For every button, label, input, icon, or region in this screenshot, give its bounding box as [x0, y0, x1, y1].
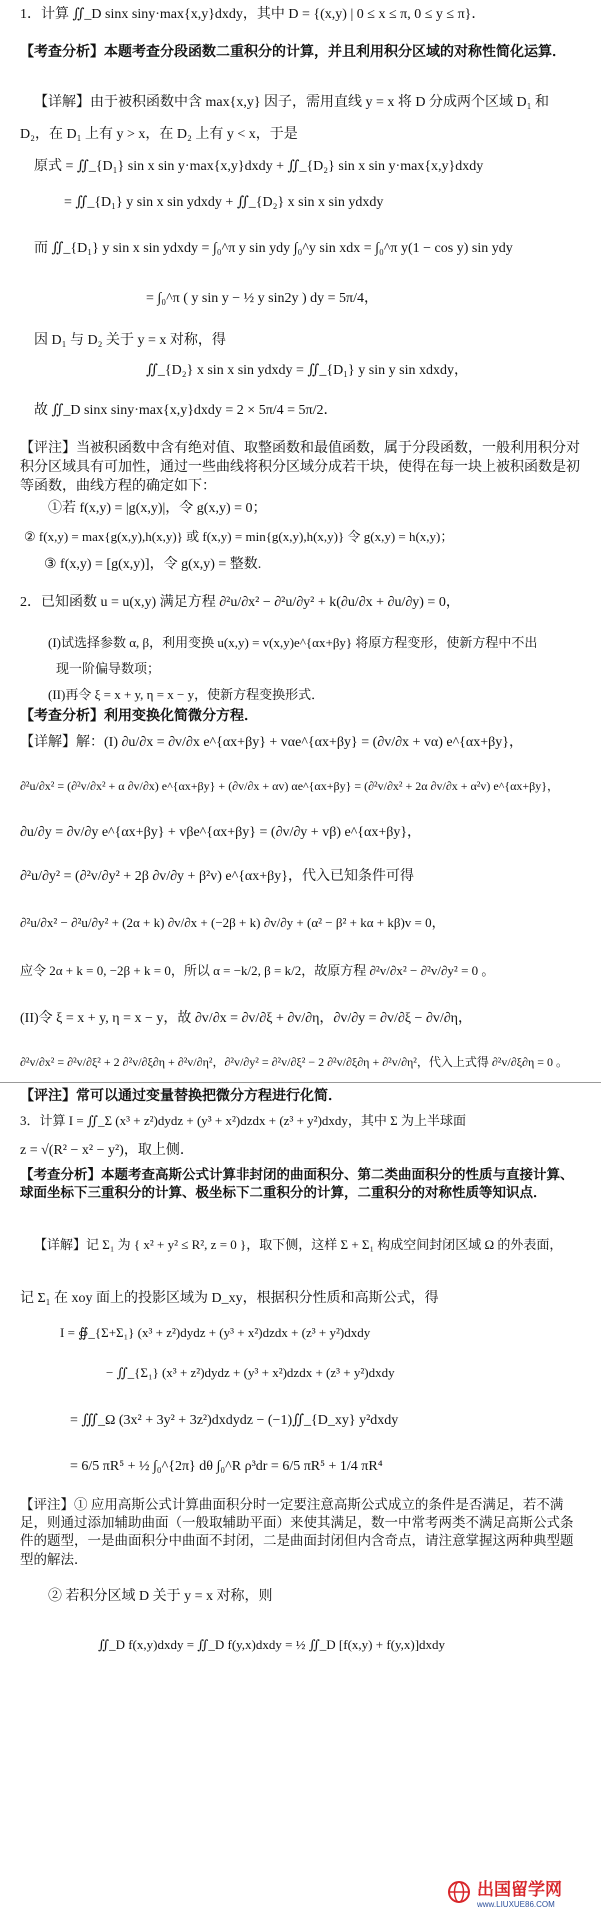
- q1-analysis: 【考查分析】本题考查分段函数二重积分的计算，并且利用积分区域的对称性简化运算．: [20, 45, 566, 60]
- watermark-logo: [447, 1880, 597, 1910]
- q1-case-3: ③ f(x,y) = [g(x,y)]，令 g(x,y) = 整数.: [44, 557, 262, 572]
- q1-eq-4: = ∫₀^π ( y sin y − ½ y sin2y ) dy = 5π/4，: [146, 291, 378, 306]
- q1-detail-2: D₂，在 D₁ 上有 y > x，在 D₂ 上有 y < x，于是: [20, 127, 298, 142]
- q1-eq-5: ∬_{D₂} x sin x sin ydxdy = ∬_{D₁} y sin y sin xdxdy，: [146, 363, 468, 378]
- q3-analysis: 【考查分析】本题考查高斯公式计算非封闭的曲面积分、第二类曲面积分的性质与直接计算、球面坐标下三重积分的计算、极坐标下二重积分的计算，二重积分的对称性质等知识点．: [20, 1167, 574, 1201]
- q2-detail-5: ∂²u/∂x² − ∂²u/∂y² + (2α + k) ∂v/∂x + (−2β + k) ∂v/∂y + (α² − β² + kα + kβ)v = 0，: [20, 915, 445, 930]
- q1-eq-1: 原式 = ∬_{D₁} sin x sin y·max{x,y}dxdy + ∬_{D₂} sin x sin y·max{x,y}dxdy: [34, 159, 484, 174]
- q1-case-1: ①若 f(x,y) = |g(x,y)|，令 g(x,y) = 0；: [48, 501, 267, 516]
- q2-comment: 【评注】常可以通过变量替换把微分方程进行化简．: [20, 1089, 342, 1104]
- q3-comment: 【评注】① 应用高斯公式计算曲面积分时一定要注意高斯公式成立的条件是否满足，若不满足，则通过添加辅助曲面（一般取辅助平面）来使其满足，数一中常考两类不满足高斯公式条件的题型，一是曲面积分中曲面不封闭，二是曲面封闭但内含奇点，请注意掌握这两种典型题型的解法．: [20, 1497, 574, 1567]
- q1-symmetry: 因 D₁ 与 D₂ 关于 y = x 对称，得: [34, 333, 226, 348]
- q2-detail-7: (II)令 ξ = x + y, η = x − y，故 ∂v/∂x = ∂v/∂ξ + ∂v/∂η，∂v/∂y = ∂v/∂ξ − ∂v/∂η，: [20, 1011, 472, 1026]
- q1-comment: 【评注】当被积函数中含有绝对值、取整函数和最值函数，属于分段函数，一般利用积分对积分区域具有可加性，通过一些曲线将积分区域分成若干块，使得在每一块上被积函数是初等函数，曲线方程的确定如下：: [20, 441, 580, 494]
- q3-comment-2: ② 若积分区域 D 关于 y = x 对称，则: [48, 1589, 273, 1604]
- q2-title: 2．已知函数 u = u(x,y) 满足方程 ∂²u/∂x² − ∂²u/∂y² + k(∂u/∂x + ∂u/∂y) = 0，: [20, 595, 460, 610]
- q3-title-a: 3．计算 I = ∬_Σ (x³ + z²)dydz + (y³ + x²)dzdx + (z³ + y²)dxdy，其中 Σ 为上半球面: [20, 1113, 466, 1128]
- q2-detail-2: ∂²u/∂x² = (∂²v/∂x² + α ∂v/∂x) e^{αx+βy} + (∂v/∂x + αv) αe^{αx+βy} = (∂²v/∂x² + 2α ∂v/∂x + α²v) e^{αx+βy}，: [20, 779, 560, 793]
- q2-analysis: 【考查分析】利用变换化简微分方程．: [20, 709, 258, 724]
- q3-comment-eq: ∬_D f(x,y)dxdy = ∬_D f(y,x)dxdy = ½ ∬_D [f(x,y) + f(y,x)]dxdy: [98, 1637, 446, 1652]
- q3-detail-1: 【详解】记 Σ₁ 为 { x² + y² ≤ R², z = 0 }，取下侧，这样 Σ + Σ₁ 构成空间封闭区域 Ω 的外表面，: [34, 1237, 563, 1252]
- q3-eq-1: I = ∯_{Σ+Σ₁} (x³ + z²)dydz + (y³ + x²)dzdx + (z³ + y²)dxdy: [60, 1325, 371, 1340]
- q2-detail-4: ∂²u/∂y² = (∂²v/∂y² + 2β ∂v/∂y + β²v) e^{αx+βy}，代入已知条件可得: [20, 869, 414, 884]
- q2-detail-1: 【详解】解：(I) ∂u/∂x = ∂v/∂x e^{αx+βy} + vαe^{αx+βy} = (∂v/∂x + vα) e^{αx+βy}，: [20, 735, 523, 750]
- q3-title-b: z = √(R² − x² − y²)，取上侧．: [20, 1143, 194, 1158]
- q2-part-2: (II)再令 ξ = x + y, η = x − y，使新方程变换形式．: [48, 687, 325, 702]
- q1-detail-1: 【详解】由于被积函数中含 max{x,y} 因子，需用直线 y = x 将 D 分成两个区域 D₁ 和: [34, 95, 550, 110]
- watermark-text: 出国留学网: [477, 1880, 562, 1899]
- q2-detail-8: ∂²v/∂x² = ∂²v/∂ξ² + 2 ∂²v/∂ξ∂η + ∂²v/∂η²，∂²v/∂y² = ∂²v/∂ξ² − 2 ∂²v/∂ξ∂η + ∂²v/∂η²，代入上式得 ∂²v/∂ξ∂η = 0 。: [20, 1055, 568, 1069]
- q1-eq-2: = ∬_{D₁} y sin x sin ydxdy + ∬_{D₂} x sin x sin ydxdy: [64, 195, 384, 210]
- watermark-url: www.LIUXUE86.COM: [477, 1900, 555, 1909]
- section-divider: [0, 1082, 601, 1083]
- q1-eq-6: 故 ∬_D sinx siny·max{x,y}dxdy = 2 × 5π/4 = 5π/2．: [34, 403, 338, 418]
- q2-detail-6: 应令 2α + k = 0, −2β + k = 0，所以 α = −k/2, β = k/2，故原方程 ∂²v/∂x² − ∂²v/∂y² = 0 。: [20, 963, 495, 978]
- q3-eq-2: − ∬_{Σ₁} (x³ + z²)dydz + (y³ + x²)dzdx + (z³ + y²)dxdy: [106, 1365, 395, 1380]
- q2-part-1b: 现一阶偏导数项；: [56, 661, 161, 676]
- q3-eq-4: = 6/5 πR⁵ + ½ ∫₀^{2π} dθ ∫₀^R ρ³dr = 6/5 πR⁵ + 1/4 πR⁴: [70, 1459, 383, 1474]
- q1-title: 1．计算 ∬_D sinx siny·max{x,y}dxdy，其中 D = {(x,y) | 0 ≤ x ≤ π, 0 ≤ y ≤ π}．: [20, 7, 486, 22]
- q2-detail-3: ∂u/∂y = ∂v/∂y e^{αx+βy} + vβe^{αx+βy} = (∂v/∂y + vβ) e^{αx+βy}，: [20, 825, 422, 840]
- q3-detail-2: 记 Σ₁ 在 xoy 面上的投影区域为 D_xy，根据积分性质和高斯公式，得: [20, 1291, 439, 1306]
- q2-part-1a: (I)试选择参数 α, β，利用变换 u(x,y) = v(x,y)e^{αx+βy} 将原方程变形，使新方程中不出: [48, 635, 538, 650]
- q1-eq-3: 而 ∬_{D₁} y sin x sin ydxdy = ∫₀^π y sin ydy ∫₀^y sin xdx = ∫₀^π y(1 − cos y) sin ydy: [34, 241, 513, 256]
- globe-icon: [447, 1880, 471, 1911]
- q1-case-2: ② f(x,y) = max{g(x,y),h(x,y)} 或 f(x,y) = min{g(x,y),h(x,y)} 令 g(x,y) = h(x,y)；: [24, 529, 454, 544]
- q3-eq-3: = ∭_Ω (3x² + 3y² + 3z²)dxdydz − (−1)∬_{D_xy} y²dxdy: [70, 1413, 399, 1428]
